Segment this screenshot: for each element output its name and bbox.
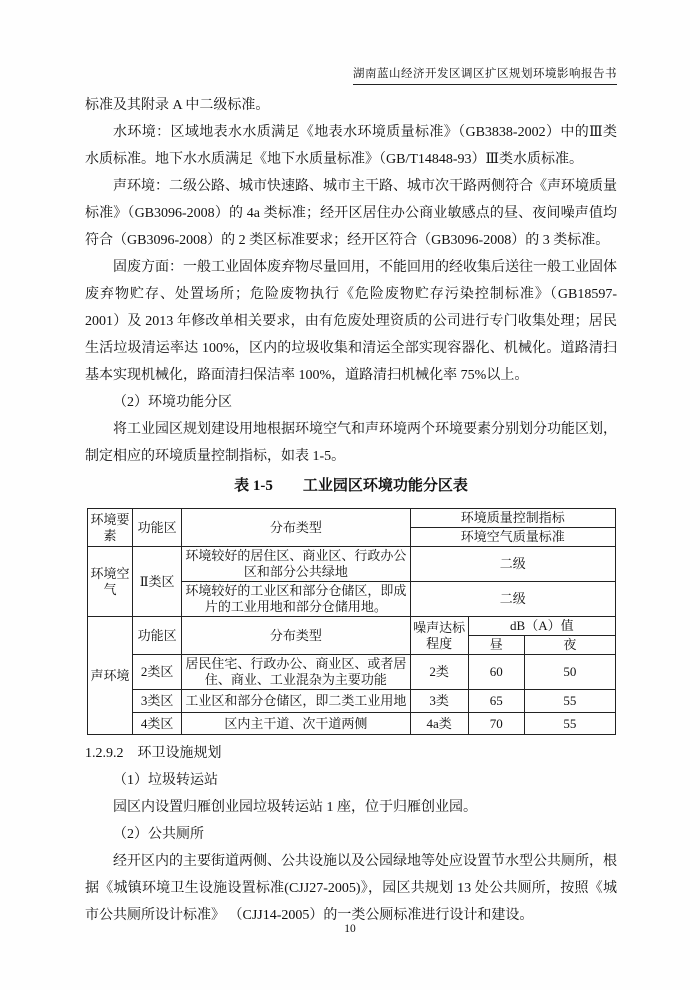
table-row-noise-header	[88, 617, 616, 636]
cell-air-element: 环境空气	[88, 547, 133, 617]
cell-air-standard-1: 二级	[410, 547, 615, 582]
th-distribution-type: 分布类型	[182, 509, 410, 547]
paragraph-standard-continuation: 标准及其附录 A 中二级标准。	[85, 98, 270, 113]
paragraph-public-toilet: 经开区内的主要街道两侧、公共设施以及公园绿地等处应设置节水型公共厕所，根据《城镇环境卫生设施设置标准(CJJ27-2005)》，园区共规划 13 处公共厕所，按照《城市公共厕所设计标准》 （CJJ14-2005）的一类公厕标准进行设计和建设。	[85, 854, 617, 923]
table-row-noise-class4	[88, 713, 616, 735]
table-row-header-top	[88, 509, 616, 528]
th-function-zone: 功能区	[133, 509, 182, 547]
cell-noise-day-1: 65	[468, 690, 524, 713]
cell-air-dist-2: 环境较好的工业区和部分仓储区，即成片的工业用地和部分仓储用地。	[182, 582, 410, 617]
cell-air-standard-2: 二级	[410, 582, 615, 617]
table-row-noise-class3	[88, 690, 616, 713]
th-noise-zone: 功能区	[133, 617, 182, 655]
heading-garbage-transfer: （1）垃圾转运站	[113, 773, 218, 788]
cell-noise-grade-2: 4a类	[410, 713, 468, 735]
th-env-element: 环境要素	[88, 509, 133, 547]
table-row-air-1	[88, 547, 616, 582]
cell-air-zone: Ⅱ类区	[133, 547, 182, 617]
cell-noise-night-2: 55	[524, 713, 615, 735]
th-quality-control-indicator: 环境质量控制指标	[410, 509, 615, 528]
page-body	[85, 92, 617, 929]
page-header	[0, 0, 700, 85]
cell-noise-zone-2: 4类区	[133, 713, 182, 735]
paragraph-water-environment: 水环境：区域地表水水质满足《地表水环境质量标准》（GB3838-2002）中的Ⅲ类水质标准。地下水水质满足《地下水质量标准》（GB/T14848-93）Ⅲ类水质标准。	[85, 125, 617, 167]
cell-noise-zone-1: 3类区	[133, 690, 182, 713]
page-number: 10	[344, 923, 356, 935]
cell-noise-day-0: 60	[468, 655, 524, 690]
cell-noise-dist-1: 工业区和部分仓储区，即二类工业用地	[182, 690, 410, 713]
env-function-zoning-table	[87, 508, 616, 735]
heading-sanitation-planning: 1.2.9.2 环卫设施规划	[85, 746, 222, 761]
paragraph-zoning-intro: 将工业园区规划建设用地根据环境空气和声环境两个环境要素分别划分功能区划，制定相应的环境质量控制指标，如表 1-5。	[85, 422, 617, 464]
report-title: 湖南蓝山经济开发区调区扩区规划环境影响报告书	[353, 67, 617, 85]
cell-noise-grade-1: 3类	[410, 690, 468, 713]
cell-noise-dist-0: 居民住宅、行政办公、商业区、或者居住、商业、工业混杂为主要功能	[182, 655, 410, 690]
cell-noise-night-0: 50	[524, 655, 615, 690]
heading-public-toilet: （2）公共厕所	[113, 827, 204, 842]
th-noise-db-value: dB（A）值	[468, 617, 615, 636]
cell-noise-dist-2: 区内主干道、次干道两侧	[182, 713, 410, 735]
th-noise-night: 夜	[524, 636, 615, 655]
paragraph-solid-waste: 固废方面：一般工业固体废弃物尽量回用，不能回用的经收集后送往一般工业固体废弃物贮存、处置场所；危险废物执行《危险废物贮存污染控制标准》（GB18597-2001）及 2013 年修改单相关要求，由有危废处理资质的公司进行专门收集处理；居民生活垃圾清运率达 100%，区内的垃圾收集和清运全部实现容器化、机械化。道路清扫基本实现机械化，路面清扫保洁率 100%，道路清扫机械化率 75%以上。	[85, 260, 617, 383]
th-noise-grade: 噪声达标程度	[410, 617, 468, 655]
table-row-noise-class2	[88, 655, 616, 690]
paragraph-noise-environment: 声环境：二级公路、城市快速路、城市主干路、城市次干路两侧符合《声环境质量标准》（GB3096-2008）的 4a 类标准；经开区居住办公商业敏感点的昼、夜间噪声值均符合（GB3096-2008）的 2 类区标准要求；经开区符合（GB3096-2008）的 3 类标准。	[85, 179, 617, 248]
cell-air-dist-1: 环境较好的居住区、商业区、行政办公区和部分公共绿地	[182, 547, 410, 582]
page-footer	[0, 920, 700, 938]
cell-noise-day-2: 70	[468, 713, 524, 735]
cell-noise-zone-0: 2类区	[133, 655, 182, 690]
th-noise-day: 昼	[468, 636, 524, 655]
cell-noise-night-1: 55	[524, 690, 615, 713]
paragraph-garbage-transfer: 园区内设置归雁创业园垃圾转运站 1 座，位于归雁创业园。	[113, 800, 477, 815]
th-noise-dist: 分布类型	[182, 617, 410, 655]
cell-noise-element: 声环境	[88, 617, 133, 735]
heading-env-function-zoning: （2）环境功能分区	[113, 395, 232, 410]
table-caption: 表 1-5 工业园区环境功能分区表	[234, 478, 468, 494]
body-text-top	[85, 92, 617, 470]
body-text-bottom	[85, 767, 617, 929]
cell-noise-grade-0: 2类	[410, 655, 468, 690]
th-air-quality-standard: 环境空气质量标准	[410, 528, 615, 547]
